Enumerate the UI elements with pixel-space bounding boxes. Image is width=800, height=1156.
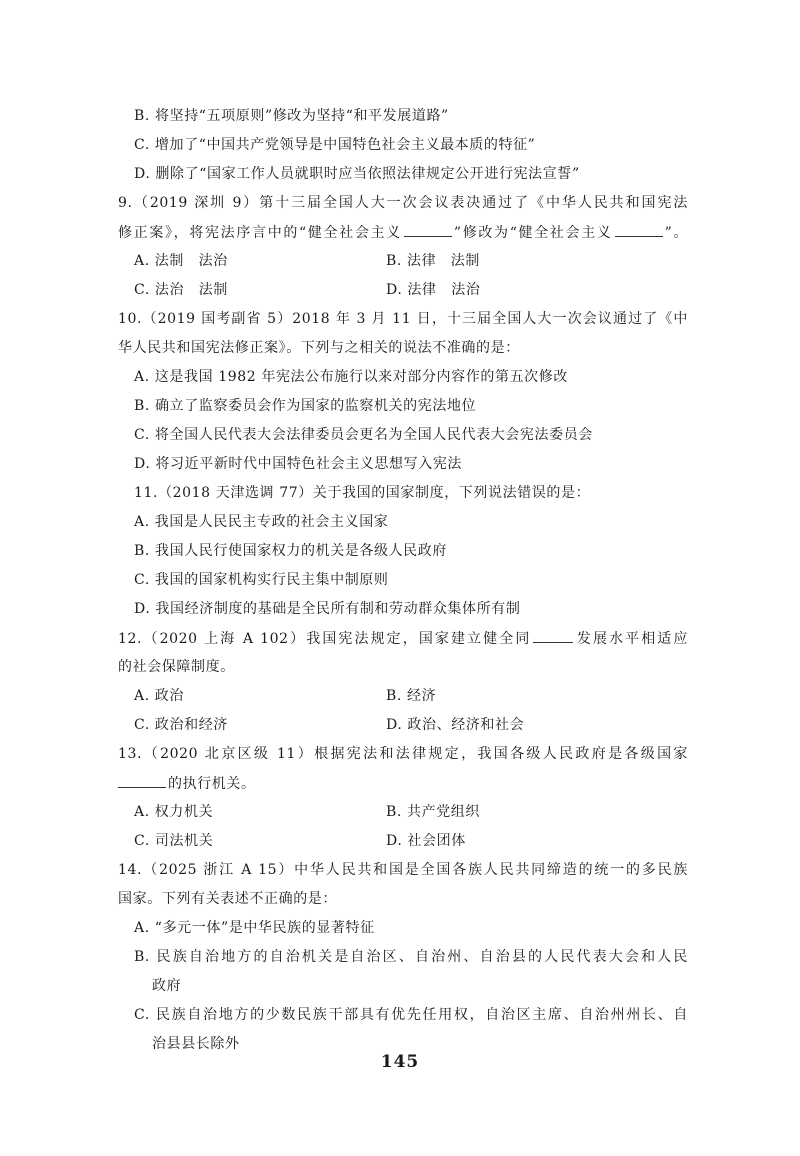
q12-stem-part1: 12.（2020 上海 A 102）我国宪法规定，国家建立健全同 — [118, 631, 532, 647]
q13-stem-line1: 13.（2020 北京区级 11）根据宪法和法律规定，我国各级人民政府是各级国家 — [118, 746, 688, 762]
q11-option-a: A. 我国是人民民主专政的社会主义国家 — [134, 514, 389, 530]
q13-option-c: C. 司法机关 — [134, 833, 214, 849]
q14-option-c-line1: C. 民族自治地方的少数民族干部具有优先任用权，自治区主席、自治州州长、自 — [134, 1007, 688, 1023]
q11-option-b: B. 我国人民行使国家权力的机关是各级人民政府 — [134, 543, 447, 559]
prev-option-b: B. 将坚持“五项原则”修改为坚持“和平发展道路” — [134, 108, 449, 124]
q14-option-b-line2: 政府 — [152, 978, 182, 994]
q11-option-d: D. 我国经济制度的基础是全民所有制和劳动群众集体所有制 — [134, 601, 521, 617]
q12-option-b: B. 经济 — [386, 688, 437, 704]
q12-blank — [533, 628, 573, 643]
q9-option-b: B. 法律 法制 — [386, 253, 480, 269]
q10-option-d: D. 将习近平新时代中国特色社会主义思想写入宪法 — [134, 456, 463, 472]
q10-stem-line2: 华人民共和国宪法修正案》。下列与之相关的说法不准确的是： — [118, 340, 520, 356]
q14-option-a: A. “多元一体”是中华民族的显著特征 — [134, 920, 375, 936]
q10-stem-line1: 10.（2019 国考副省 5）2018 年 3 月 11 日，十三届全国人大一次会议通过了《中 — [118, 311, 688, 327]
prev-option-c: C. 增加了“中国共产党领导是中国特色社会主义最本质的特征” — [134, 137, 536, 153]
q9-stem-part2: ”修改为“健全社会主义 — [453, 225, 613, 241]
q13-stem-line2 — [118, 773, 256, 794]
q9-stem-part1: 修正案》，将宪法序言中的“健全社会主义 — [118, 225, 402, 241]
q9-stem-part3: ”。 — [664, 225, 689, 241]
q9-blank-1 — [404, 222, 452, 237]
q13-stem-part2: 的执行机关。 — [168, 776, 256, 792]
page-number: 145 — [380, 1052, 420, 1072]
q11-stem: 11.（2018 天津选调 77）关于我国的国家制度，下列说法错误的是： — [134, 485, 591, 501]
q10-option-c: C. 将全国人民代表大会法律委员会更名为全国人民代表大会宪法委员会 — [134, 427, 593, 443]
q12-option-c: C. 政治和经济 — [134, 717, 228, 733]
q13-blank — [118, 773, 166, 788]
q12-option-d: D. 政治、经济和社会 — [386, 717, 525, 733]
q13-option-b: B. 共产党组织 — [386, 804, 480, 820]
q10-option-a: A. 这是我国 1982 年宪法公布施行以来对部分内容作的第五次修改 — [134, 369, 568, 385]
prev-option-d: D. 删除了“国家工作人员就职时应当依照法律规定公开进行宪法宣誓” — [134, 166, 580, 182]
q12-option-a: A. 政治 — [134, 688, 185, 704]
q12-stem-part2: 发展水平相适应 — [575, 631, 688, 647]
q9-option-c: C. 法治 法制 — [134, 282, 228, 298]
q13-option-d: D. 社会团体 — [386, 833, 466, 849]
q12-stem-line1 — [118, 628, 688, 649]
q14-stem-line2: 国家。下列有关表述不正确的是： — [118, 891, 337, 907]
q9-option-d: D. 法律 法治 — [386, 282, 481, 298]
q9-stem-line2 — [118, 222, 688, 243]
q14-option-b-line1: B. 民族自治地方的自治机关是自治区、自治州、自治县的人民代表大会和人民 — [134, 949, 688, 965]
q9-blank-2 — [615, 222, 663, 237]
q9-stem-line1: 9.（2019 深圳 9）第十三届全国人大一次会议表决通过了《中华人民共和国宪法 — [118, 195, 688, 211]
q9-option-a: A. 法制 法治 — [134, 253, 228, 269]
q12-stem-line2: 的社会保障制度。 — [118, 659, 235, 675]
q13-option-a: A. 权力机关 — [134, 804, 214, 820]
q14-option-c-line2: 治县县长除外 — [152, 1036, 240, 1052]
q10-option-b: B. 确立了监察委员会作为国家的监察机关的宪法地位 — [134, 398, 477, 414]
q11-option-c: C. 我国的国家机构实行民主集中制原则 — [134, 572, 389, 588]
q14-stem-line1: 14.（2025 浙江 A 15）中华人民共和国是全国各族人民共同缔造的统一的多民族 — [118, 862, 688, 878]
